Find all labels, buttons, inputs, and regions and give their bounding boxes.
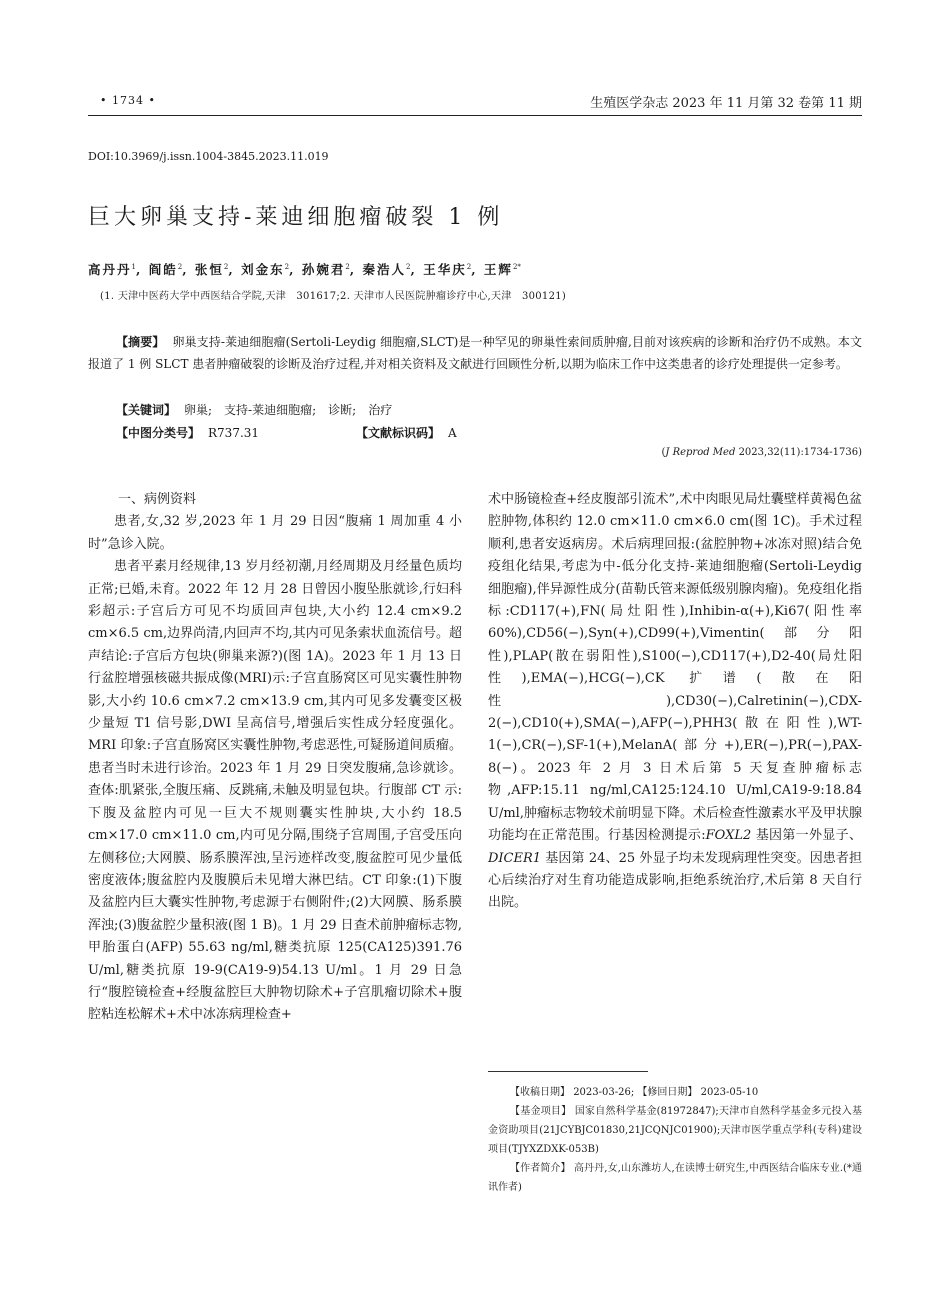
gene-name: DICER1 bbox=[488, 850, 542, 866]
body-paragraph-continued bbox=[488, 489, 862, 915]
author-name: 秦浩人 bbox=[362, 262, 407, 277]
footnote-dates bbox=[488, 1083, 862, 1102]
keywords bbox=[116, 401, 392, 418]
keywords-text: 卵巢; 支持-莱迪细胞瘤; 诊断; 治疗 bbox=[184, 403, 393, 417]
document-id-label: 【文献标识码】 bbox=[356, 426, 441, 440]
revised-date: 2023-05-10 bbox=[700, 1087, 759, 1098]
author-affil-mark: 1 bbox=[131, 262, 136, 271]
author-bio-label: 【作者简介】 bbox=[510, 1163, 571, 1174]
citation-details: 2023,32(11):1734-1736) bbox=[738, 447, 862, 458]
journal-header: 生殖医学杂志 2023 年 11 月第 32 卷第 11 期 bbox=[590, 96, 862, 111]
gene-name: FOXL2 bbox=[705, 828, 752, 844]
author-name: 阎皓 bbox=[148, 262, 178, 277]
classification-code: R737.31 bbox=[208, 426, 260, 440]
continuation-text: 术中肠镜检查+经皮腹部引流术”,术中肉眼见局灶囊壁样黄褐色盆腔肿物,体积约 12.0 cm×11.0 cm×6.0 cm(图 1C)。手术过程顺利,患者安返病房。术后病理回报:(盆腔肿物+冰冻对照)结合免疫组化结果,考虑为中-低分化支持-莱迪细胞瘤(Sertoli-Leydig 细胞瘤),伴异源性成分(苗勒氏管来源低级别腺肉瘤)。免疫组化指标:CD117(+),FN(局灶阳性),Inhibin-α(+),Ki67(阳性率 60%),CD56(−),Syn(+),CD99(+),Vimentin(部分阳性),PLAP(散在弱阳性),S100(−),CD117(+),D2-40(局灶阳性),EMA(−),HCG(−),CK 扩谱(散在阳性),CD30(−),Calretinin(−),CDX-2(−),CD10(+),SMA(−),AFP(−),PHH3(散在阳性),WT-1(−),CR(−),SF-1(+),MelanA(部分+),ER(−),PR(−),PAX-8(−)。2023 年 2 月 3 日术后第 5 天复查肿瘤标志物,AFP:15.11 ng/ml,CA125:124.10 U/ml,CA19-9:18.84 U/ml,肿瘤标志物较术前明显下降。术后检查性激素水平及甲状腺功能均在正常范围。行基因检测提示: bbox=[488, 492, 862, 844]
document-id-code: A bbox=[448, 426, 457, 440]
keywords-label: 【关键词】 bbox=[116, 403, 177, 417]
article-title: 巨大卵巢支持-莱迪细胞瘤破裂 1 例 bbox=[88, 205, 504, 230]
footnote-rule bbox=[488, 1071, 648, 1072]
footnote-author bbox=[488, 1159, 862, 1197]
classification-label: 【中图分类号】 bbox=[116, 426, 201, 440]
document-id bbox=[356, 424, 457, 441]
author-bio-text: 高丹丹,女,山东潍坊人,在读博士研究生,中西医结合临床专业.(*通讯作者) bbox=[488, 1163, 863, 1193]
body-column-left bbox=[88, 489, 462, 1027]
section-heading: 一、病例资料 bbox=[118, 492, 197, 507]
doi[interactable]: DOI:10.3969/j.issn.1004-3845.2023.11.019 bbox=[88, 150, 329, 163]
author-name: 王华庆 bbox=[423, 262, 467, 277]
author-affil-mark: 2 bbox=[466, 262, 472, 271]
author-name: 高丹丹 bbox=[88, 262, 132, 277]
footnotes bbox=[488, 1083, 862, 1197]
author-affil-mark: 2 bbox=[406, 262, 411, 271]
received-date: 2023-03-26; bbox=[573, 1087, 635, 1098]
gene-text: 基因第一外显子、 bbox=[751, 828, 862, 844]
author-affil-mark: 2 bbox=[284, 262, 290, 271]
fund-text: 国家自然科学基金(81972847);天津市自然科学基金多元投入基金资助项目(21JCYBJC01830,21JCQNJC01900);天津市医学重点学科(专科)建设项目(TJYXZDXK-053B) bbox=[488, 1106, 863, 1155]
gene-text: 基因第 24、25 外显子均未发现病理性突变。因患者担心后续治疗对生育功能造成影响,拒绝系统治疗,术后第 8 天自行出院。 bbox=[488, 850, 862, 911]
citation bbox=[661, 447, 862, 458]
citation-journal: J Reprod Med bbox=[665, 447, 736, 458]
received-label: 【收稿日期】 bbox=[510, 1087, 570, 1098]
abstract bbox=[88, 331, 862, 375]
abstract-label: 【摘要】 bbox=[116, 335, 165, 349]
author-list: 高丹丹$^1$, 阎皓$^2$, 张恒$^2$, 刘金东$^2$, 孙婉君$^2$, 秦浩人$^2$, 王华庆$^2$, 王辉$^{2*}$ bbox=[88, 262, 521, 277]
author-affil-mark: 2 bbox=[177, 262, 183, 271]
body-column-right bbox=[488, 489, 862, 915]
author-name: 刘金东 bbox=[241, 262, 285, 277]
revised-label: 【修回日期】 bbox=[637, 1087, 698, 1098]
author-name: 张恒 bbox=[194, 262, 224, 277]
body-paragraph: 患者,女,32 岁,2023 年 1 月 29 日因“腹痛 1 周加重 4 小时”急诊入院。 bbox=[88, 514, 462, 552]
footnote-fund bbox=[488, 1102, 862, 1159]
classification bbox=[116, 424, 259, 441]
affiliations: (1. 天津中医药大学中西医结合学院,天津 301617;2. 天津市人民医院肿瘤诊疗中心,天津 300121) bbox=[100, 291, 567, 302]
author-affil-mark: 2 bbox=[345, 262, 350, 271]
author-affil-mark: 2 bbox=[223, 262, 229, 271]
page-number: • 1734 • bbox=[100, 94, 156, 107]
abstract-text: 卵巢支持-莱迪细胞瘤(Sertoli-Leydig 细胞瘤,SLCT)是一种罕见的卵巢性索间质肿瘤,目前对该疾病的诊断和治疗仍不成熟。本文报道了 1 例 SLCT 患者肿瘤破裂的诊断及治疗过程,并对相关资料及文献进行回顾性分析,以期为临床工作中这类患者的诊疗处理提供一定参考。 bbox=[88, 335, 862, 371]
fund-label: 【基金项目】 bbox=[510, 1106, 572, 1117]
author-name: 孙婉君 bbox=[301, 262, 346, 277]
body-paragraph: 患者平素月经规律,13 岁月经初潮,月经周期及月经量色质均正常;已婚,未育。2022 年 12 月 28 日曾因小腹坠胀就诊,行妇科彩超示:子宫后方可见不均质回声包块,大小约 12.4 cm×9.2 cm×6.5 cm,边界尚清,内回声不均,其内可见条索状血流信号。超声结论:子宫后方包块(卵巢来源?)(图 1A)。2023 年 1 月 13 日行盆腔增强核磁共振成像(MRI)示:子宫直肠窝区可见实囊性肿物影,大小约 10.6 cm×7.2 cm×13.9 cm,其内可见多发囊变区极少量短 T1 信号影,DWI 呈高信号,增强后实性成分轻度强化。MRI 印象:子宫直肠窝区实囊性肿物,考虑恶性,可疑肠道间质瘤。患者当时未进行诊治。2023 年 1 月 29 日突发腹痛,急诊就诊。查体:肌紧张,全腹压痛、反跳痛,未触及明显包块。行腹部 CT 示:下腹及盆腔内可见一巨大不规则囊实性肿块,大小约 18.5 cm×17.0 cm×11.0 cm,内可见分隔,围绕子宫周围,子宫受压向左侧移位;大网膜、肠系膜浑浊,呈污迹样改变,腹盆腔可见少量低密度液体;腹盆腔内及腹膜后未见增大淋巴结。CT 印象:(1)下腹及盆腔内巨大囊实性肿物,考虑源于右侧附件;(2)大网膜、肠系膜浑浊;(3)腹盆腔少量积液(图 1 B)。1 月 29 日查术前肿瘤标志物,甲胎蛋白(AFP) 55.63 ng/ml,糖类抗原 125(CA125)391.76 U/ml,糖类抗原 19-9(CA19-9)54.13 U/ml。1 月 29 日急行“腹腔镜检查+经腹盆腔巨大肿物切除术+子宫肌瘤切除术+腹腔粘连松解术+术中冰冻病理检查+ bbox=[88, 559, 462, 1023]
author-name: 王辉 bbox=[483, 262, 513, 277]
citation-open: ( bbox=[661, 447, 666, 458]
author-affil-mark: 2* bbox=[512, 262, 521, 271]
header-rule bbox=[88, 115, 862, 116]
